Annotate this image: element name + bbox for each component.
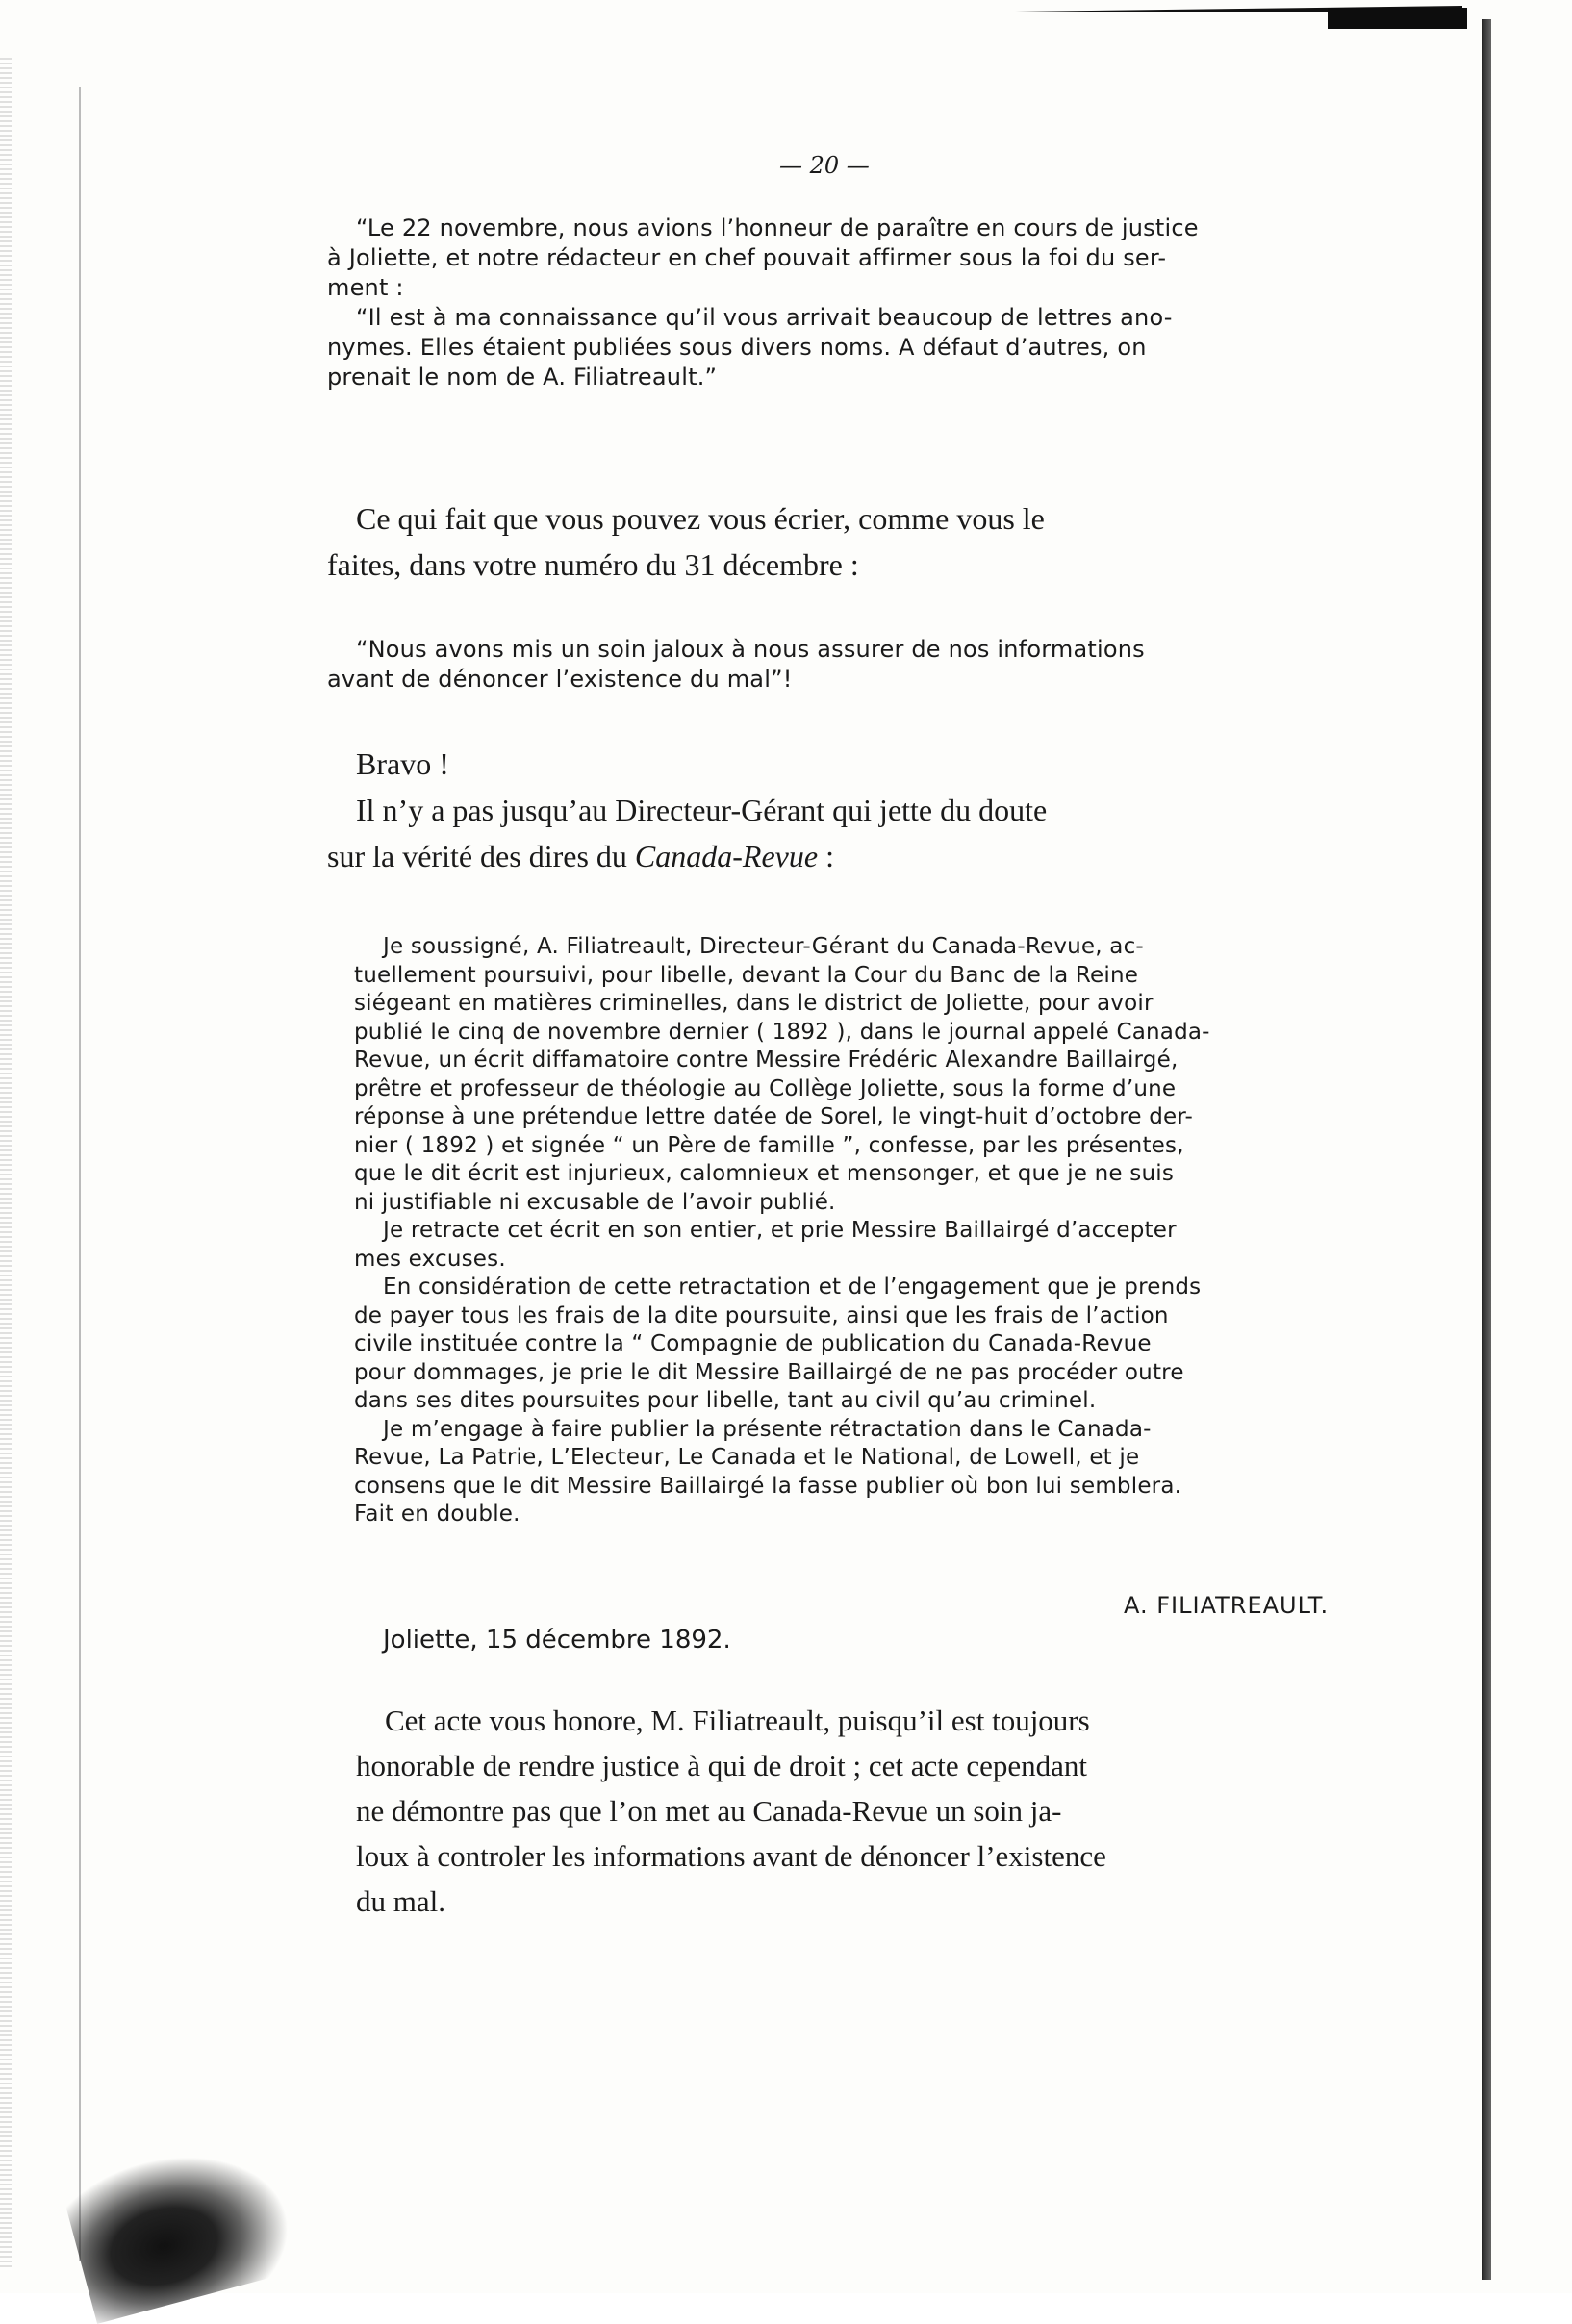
para2-line [327, 833, 1405, 879]
quote1-line: prenait le nom de A. Filiatreault.” [327, 364, 718, 391]
para3-line: honorable de rendre justice à qui de droit ; cet acte cependant [356, 1749, 1088, 1782]
para2-line: Il n’y a pas jusqu’au Directeur-Gérant qui jette du doute [356, 793, 1048, 827]
retraction-line: nier ( 1892 ) et signée “ un Père de famille ”, confesse, par les présentes, [354, 1132, 1184, 1158]
scan-edge-top [269, 6, 1462, 44]
quote1-line: “Il est à ma connaissance qu’il vous arrivait beaucoup de lettres ano- [356, 304, 1173, 331]
retraction-line: publié le cinq de novembre dernier ( 1892 ), dans le journal appelé Canada- [354, 1019, 1210, 1045]
retraction-line: Je retracte cet écrit en son entier, et prie Messire Baillairgé d’accepter [383, 1218, 1177, 1243]
quote1-line: à Joliette, et notre rédacteur en chef pouvait affirmer sous la foi du ser- [327, 244, 1167, 271]
quote2-line: avant de dénoncer l’existence du mal”! [327, 666, 793, 693]
journal-title: Canada-Revue [634, 839, 819, 873]
signature: A. FILIATREAULT. [1124, 1592, 1330, 1619]
para1-line: Ce qui fait que vous pouvez vous écrier, comme vous le [356, 501, 1045, 536]
quote1-line: ment : [327, 274, 404, 301]
quote1-line: nymes. Elles étaient publiées sous divers noms. A défaut d’autres, on [327, 334, 1147, 361]
retraction-block [354, 933, 1393, 1529]
bravo-line: Bravo ! [356, 746, 449, 781]
quote-block-1 [327, 214, 1395, 392]
para2-text: sur la vérité des dires du [327, 839, 635, 873]
retraction-line: Revue, La Patrie, L’Electeur, Le Canada et le National, de Lowell, et je [354, 1445, 1140, 1470]
binding-line [79, 87, 81, 2261]
retraction-line: de payer tous les frais de la dite poursuite, ainsi que les frais de l’action [354, 1302, 1169, 1328]
para3-line: Cet acte vous honore, M. Filiatreault, puisqu’il est toujours [385, 1704, 1090, 1737]
retraction-line: Je m’engage à faire publier la présente rétractation dans le Canada- [383, 1416, 1152, 1442]
paragraph-1 [327, 495, 1405, 588]
retraction-line: réponse à une prétendue lettre datée de Sorel, le vingt-huit d’octobre der- [354, 1104, 1194, 1129]
retraction-line: siégeant en matières criminelles, dans le district de Joliette, pour avoir [354, 991, 1154, 1016]
retraction-line: Fait en double. [354, 1502, 520, 1527]
para3-line: du mal. [356, 1884, 445, 1918]
scan-edge-left [0, 58, 12, 2270]
signature-date: Joliette, 15 décembre 1892. [383, 1626, 731, 1655]
para1-line: faites, dans votre numéro du 31 décembre : [327, 547, 859, 582]
paragraph-2 [327, 741, 1405, 879]
page-number: — 20 — [779, 152, 870, 179]
quote2-line: “Nous avons mis un soin jaloux à nous assurer de nos informations [356, 636, 1145, 663]
retraction-line: civile instituée contre la “ Compagnie de publication du Canada-Revue [354, 1331, 1152, 1356]
retraction-line: tuellement poursuivi, pour libelle, devant la Cour du Banc de la Reine [354, 962, 1139, 988]
retraction-line: pour dommages, je prie le dit Messire Baillairgé de ne pas procéder outre [354, 1359, 1184, 1385]
para3-line: ne démontre pas que l’on met au Canada-Revue un soin ja- [356, 1794, 1062, 1828]
scan-edge-right [1482, 19, 1491, 2280]
retraction-line: dans ses dites poursuites pour libelle, tant au civil qu’au criminel. [354, 1388, 1097, 1413]
retraction-line: mes excuses. [354, 1246, 506, 1272]
quote1-line: “Le 22 novembre, nous avions l’honneur de paraître en cours de justice [356, 215, 1199, 241]
retraction-line: consens que le dit Messire Baillairgé la fasse publier où bon lui semblera. [354, 1473, 1182, 1499]
quote-block-2 [327, 635, 1395, 695]
scan-edge-corner [1328, 8, 1467, 29]
retraction-line: ni justifiable ni excusable de l’avoir publié. [354, 1189, 836, 1215]
para3-line: loux à controler les informations avant de dénoncer l’existence [356, 1839, 1106, 1873]
retraction-line: En considération de cette retractation et de l’engagement que je prends [383, 1275, 1202, 1300]
retraction-line: Revue, un écrit diffamatoire contre Messire Frédéric Alexandre Baillairgé, [354, 1048, 1179, 1073]
paragraph-3 [356, 1698, 1414, 1924]
retraction-line: Je soussigné, A. Filiatreault, Directeur-Gérant du Canada-Revue, ac- [383, 934, 1144, 959]
ink-blot [60, 2130, 301, 2324]
retraction-line: prêtre et professeur de théologie au Collège Joliette, sous la forme d’une [354, 1075, 1177, 1101]
para2-text: : [818, 839, 834, 873]
retraction-line: que le dit écrit est injurieux, calomnieux et mensonger, et que je ne suis [354, 1161, 1175, 1186]
